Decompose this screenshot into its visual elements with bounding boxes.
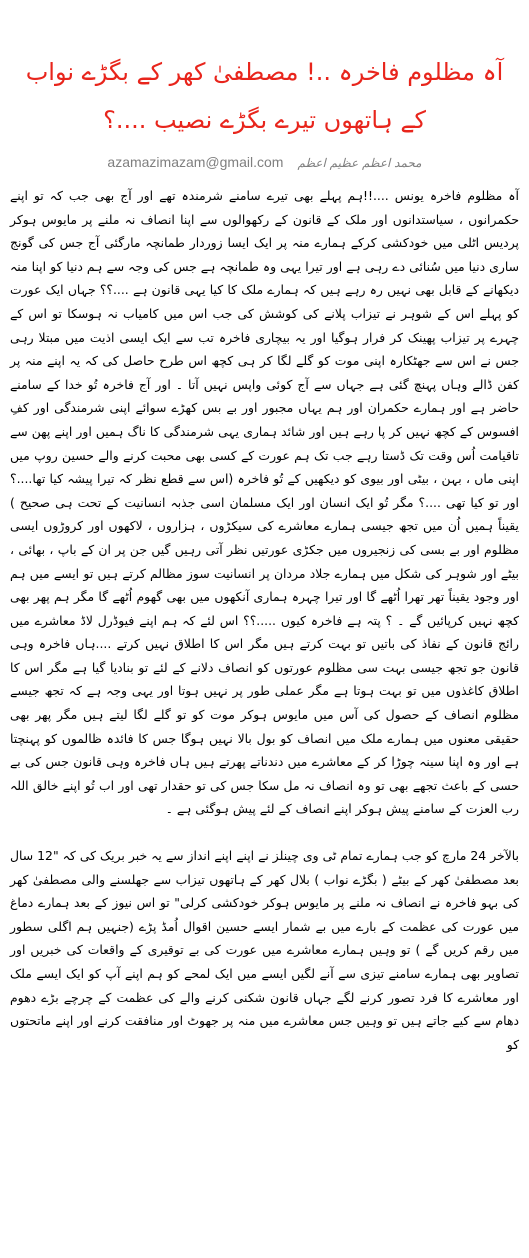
article-body xyxy=(10,184,519,1056)
article-byline xyxy=(8,154,521,170)
author-name: محمد اعظم عظیم اعظم xyxy=(297,156,422,170)
article-paragraph: آہ مظلوم فاخرہ یونس ....!!ہم پہلے بھی تیرے سامنے شرمندہ تھے اور آج بھی جب کہ تو اپنے حکمرانوں ، سیاستدانوں اور ملک کے قانون کے رکھوالوں سے اپنا انصاف نہ ملنے پر مایوس ہوکر پردیس اٹلی میں خودکشی کرکے ہمارے منہ پر ایک ایسا زوردار طمانچہ مارگئی آج جس کی گونج ساری دنیا میں سُنائی دے رہی ہے اور تیرا یہی وہ طمانچہ ہے جس کی وجہ سے ہم دنیا کو اپنا منہ دیکھانے کے قابل بھی نہیں رہ رہے ہیں کہ ہمارے ملک کا کیا یہی قانون ہے ....؟؟ جہاں ایک عورت کو پہلے اس کے شوہر نے تیزاب پلانے کی کوشش کی جب اس میں کامیاب نہ ہوسکا تو اس کے چہرے پر تیزاب پھینک کر فرار ہوگیا اور یہ بیچاری فاخرہ تب سے ایک ایسی اذیت میں مبتلا رہی جس نے اس سے جھٹکارہ اپنی موت کو گلے لگا کر ہی کچھ اس طرح حاصل کی کہ یہ اپنے منہ پر کفن ڈالے وہاں پہنچ گئی ہے جہاں سے آج کوئی واپس نہیں آتا ۔ اور آج فاخرہ تُو خدا کے سامنے حاضر ہے اور ہمارے حکمران اور ہم یہاں مجبور اور بے بس کھڑے سوائے اپنی شرمندگی اور کفِ افسوس کے کچھ نہیں کر پا رہے ہیں اور شائد ہماری یہی شرمندگی کا ناگ ہمیں اور اپنے پھن سے تاقیامت اُس وقت تک ڈستا رہے جب تک ہم عورت کے کسی بھی محبت کرنے والے حسین روپ میں اپنی ماں ، بہن ، بیٹی اور بیوی کو دیکھیں کے تُو فاخرہ (اس سے قطع نظر کہ تیرا پیشہ کیا تھا....؟ اور تو کیا تھی ....؟ مگر تُو ایک انسان اور ایک مسلمان اسی جذبہ انسانیت کے تحت ہی صحیح ) یقیناً ہمیں اُن میں تجھ جیسی ہمارے معاشرے کی سیکڑوں ، ہزاروں ، لاکھوں اور کروڑوں ایسی مظلوم اور بے بسی کی زنجیروں میں جکڑی عورتیں نظر آتی رہیں گیں جن پر ان کے باپ ، بھائی ، بیٹے اور شوہر کی شکل میں ہمارے جلاد مردان پر انسانیت سوز مظالم کرتے ہیں تو ایسے میں ہم اور وجود یقیناً تھر تھرا اُٹھے گا اور تیرا چہرہ ہماری آنکھوں میں بھی گھوم اُٹھے گا مگر ہم پھر بھی کچھ نہیں کرپائیں گے ۔ ؟ پتہ ہے فاخرہ کیوں .....؟؟ اس لئے کہ ہم اپنے فیوڈرل لاڈ معاشرے میں رائج قانون کے نفاذ کی باتیں تو بہت کرتے ہیں مگر اس کا اطلاق نہیں کرتے ....ہاں فاخرہ وہی قانون جو تجھ جیسی بہت سی مظلوم عورتوں کو انصاف دلانے کے لئے تو بنادیا گیا ہے مگر اس کا اطلاق کاغذوں میں تو بہت ہوتا ہے مگر عملی طور پر نہیں ہوتا اور یہی وجہ ہے کہ تجھ جیسے مظلوم انصاف کے حصول کی آس میں مایوس ہوکر موت کو تو گلے لگا لیتے ہیں مگر پھر بھی حقیقی معنوں میں ہمارے ملک میں انصاف کو بول بالا نہیں ہوگا جس کا فائدہ ظالموں کو پہنچتا ہے اور وہ اپنا سینہ چوڑا کر کے معاشرے میں دندناتے پھرتے ہیں ہاں فاخرہ وہی قانون جس کی بے حسی کے باعث تجھے بھی تو وہ انصاف نہ مل سکا جس کی تو حقدار تھی اور اب تُو اپنے خالق اللہ رب العزت کے سامنے پیش ہوکر اپنے انصاف کے لئے پیش ہوگئی ہے ۔ xyxy=(10,188,519,817)
article-headline: آہ مظلوم فاخرہ ..! مصطفیٰ کھر کے بگڑے نواب کے ہاتھوں تیرے بگڑے نصیب ....؟ xyxy=(25,58,504,134)
author-email: azamazimazam@gmail.com xyxy=(107,154,284,170)
article-paragraph: بالآخر 24 مارچ کو جب ہمارے تمام ٹی وی چینلز نے اپنے اپنے انداز سے یہ خبر بریک کی کہ "12 سال بعد مصطفیٰ کھر کے بیٹے ( بگڑے نواب ) بلال کھر کے ہاتھوں تیزاب سے جھلسنے والی مصطفیٰ کھر کی بہو فاخرہ نے انصاف نہ ملنے پر مایوس ہوکر خودکشی کرلی" تو اس نیوز کے بعد ہمارے دماغ میں عورت کی عظمت کے بارے میں بے شمار ایسے حسین اقوال اُمڈ پڑے (جنہیں ہم اگلی سطور میں رقم کریں گے ) تو وہیں ہمارے معاشرے میں عورت کی بے توقیری کے واقعات کی خبریں اور تصاویر بھی ہمارے سامنے تیزی سے آنے لگیں ایسے میں ایک لمحے کو ہم اپنے آپ کو ایک ایسے ملک اور معاشرے کا فرد تصور کرنے لگے جہاں قانون شکنی کرنے والے کی عظمت کے چرچے بڑے دھوم دھام سے کیے جاتے ہیں تو وہیں جس معاشرے میں منہ پر جھوٹ اور منافقت کرنے اور اپنے ماتحتوں کو xyxy=(10,848,519,1052)
